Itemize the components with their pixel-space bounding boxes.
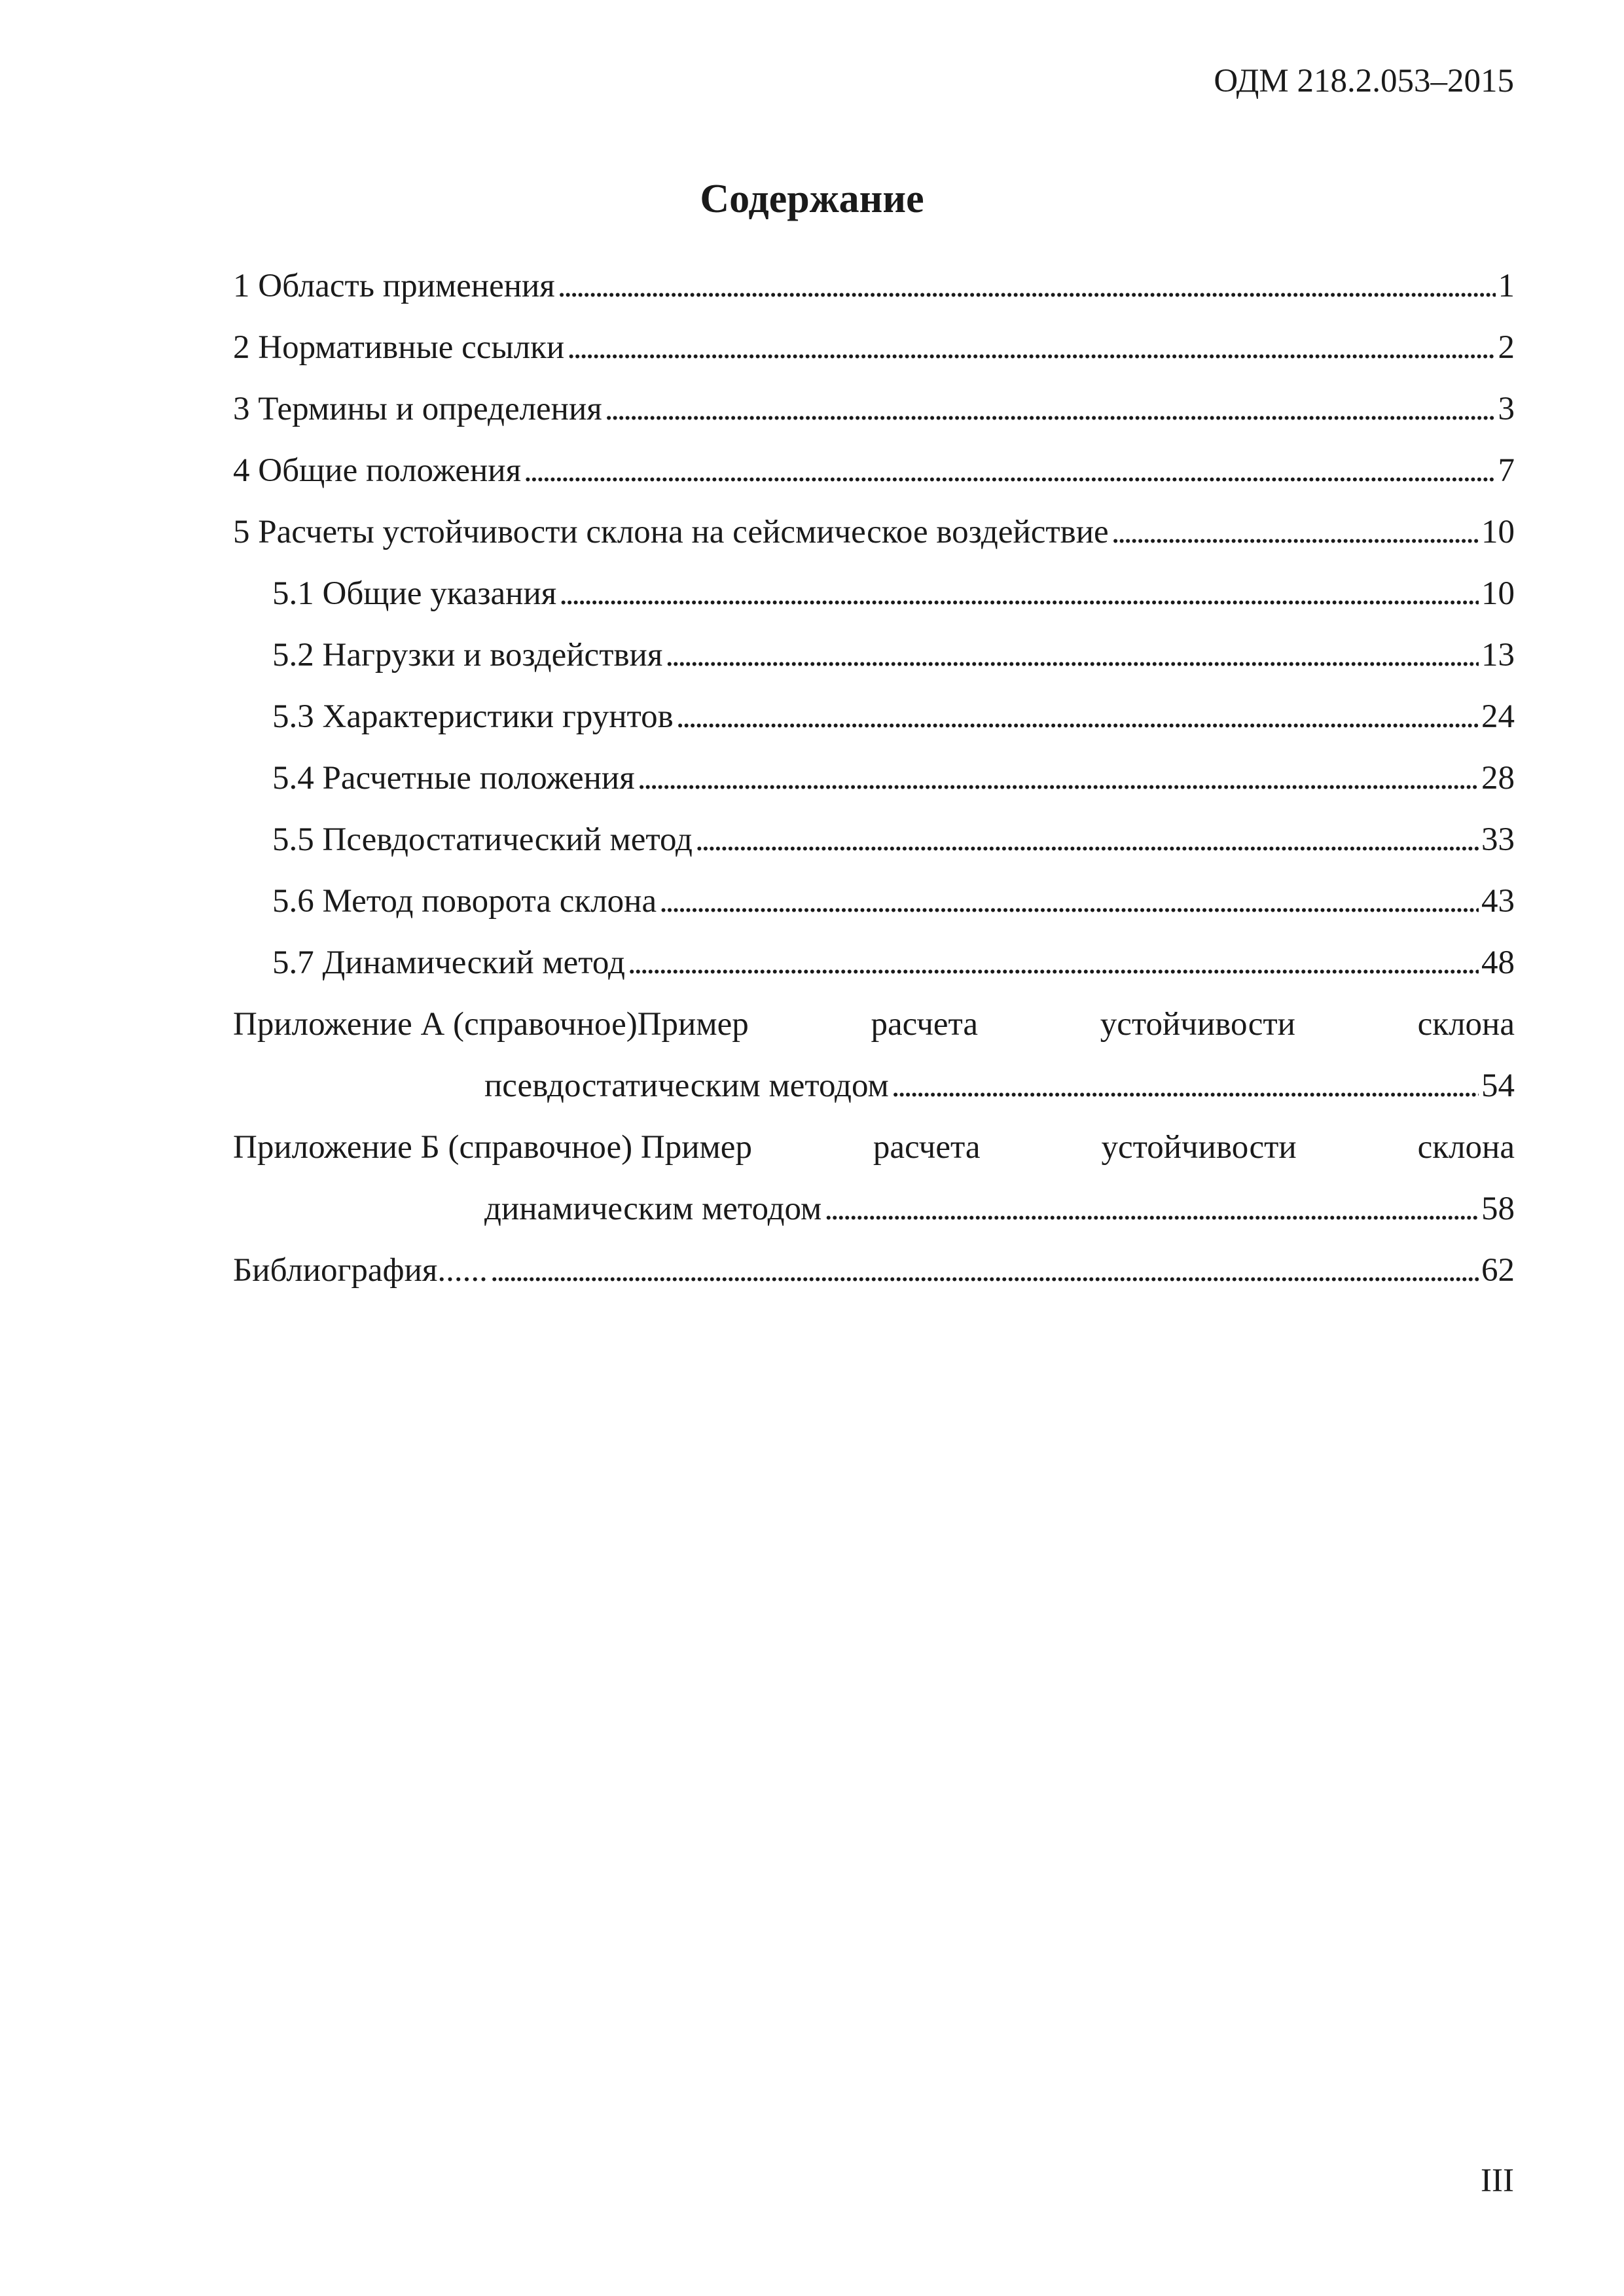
toc-leader-dots — [524, 440, 1495, 501]
toc-leader-dots — [676, 686, 1479, 747]
toc-leader-dots — [659, 870, 1479, 932]
toc-leader-dots — [559, 563, 1479, 624]
toc-appendix-a-continuation[interactable] — [233, 1055, 1515, 1117]
toc-entry-3[interactable] — [233, 378, 1515, 440]
toc-leader-dots — [1111, 501, 1479, 563]
document-code: ОДМ 218.2.053–2015 — [1214, 63, 1514, 99]
toc-entry-label: 4 Общие положения — [233, 452, 522, 489]
toc-appendix-b-word: склона — [1417, 1129, 1515, 1166]
toc-entry-2[interactable] — [233, 317, 1515, 378]
toc-entry-page: 10 — [1481, 514, 1515, 550]
toc-leader-dots — [558, 255, 1496, 317]
toc-entry-page: 62 — [1481, 1252, 1515, 1289]
toc-entry-page: 33 — [1481, 821, 1515, 858]
toc-appendix-b-word: устойчивости — [1101, 1129, 1297, 1166]
toc-appendix-a-word: устойчивости — [1100, 1006, 1295, 1043]
toc-leader-dots — [605, 378, 1496, 440]
toc-appendix-a-word: расчета — [871, 1006, 979, 1043]
toc-entry-page: 13 — [1481, 637, 1515, 673]
toc-entry-page: 7 — [1498, 452, 1515, 489]
toc-entry-5-7[interactable] — [233, 932, 1515, 994]
toc-entry-label: динамическим методом — [484, 1191, 822, 1227]
toc-entry-label: псевдостатическим методом — [484, 1067, 889, 1104]
page-number: III — [1481, 2162, 1514, 2199]
toc-entry-page: 43 — [1481, 883, 1515, 920]
toc-bibliography[interactable] — [233, 1240, 1515, 1301]
toc-entry-5[interactable] — [233, 501, 1515, 563]
table-of-contents — [233, 255, 1515, 1301]
toc-entry-5-3[interactable] — [233, 686, 1515, 747]
page-title: Содержание — [700, 177, 924, 221]
toc-leader-dots — [665, 624, 1479, 686]
toc-leader-dots — [892, 1055, 1479, 1117]
toc-appendix-a-word: склона — [1417, 1006, 1515, 1043]
toc-leader-dots — [567, 317, 1495, 378]
toc-leader-dots — [628, 932, 1479, 994]
toc-entry-page: 2 — [1498, 329, 1515, 366]
toc-entry-label: 1 Область применения — [233, 268, 555, 304]
toc-entry-label: 5.5 Псевдостатический метод — [272, 821, 693, 858]
toc-entry-label: 5.4 Расчетные положения — [272, 760, 635, 797]
toc-entry-label: 5.2 Нагрузки и воздействия — [272, 637, 663, 673]
toc-entry-label: Библиография...... — [233, 1252, 488, 1289]
toc-entry-page: 28 — [1481, 760, 1515, 797]
toc-entry-page: 10 — [1481, 575, 1515, 612]
toc-entry-label: 5.6 Метод поворота склона — [272, 883, 657, 920]
toc-entry-5-4[interactable] — [233, 747, 1515, 809]
toc-entry-page: 58 — [1481, 1191, 1515, 1227]
toc-entry-label: 5.3 Характеристики грунтов — [272, 698, 674, 735]
toc-appendix-b[interactable] — [233, 1117, 1515, 1178]
toc-entry-1[interactable] — [233, 255, 1515, 317]
toc-appendix-b-continuation[interactable] — [233, 1178, 1515, 1240]
toc-entry-4[interactable] — [233, 440, 1515, 501]
toc-leader-dots — [490, 1240, 1479, 1301]
toc-entry-5-1[interactable] — [233, 563, 1515, 624]
toc-appendix-a[interactable] — [233, 994, 1515, 1055]
toc-entry-page: 54 — [1481, 1067, 1515, 1104]
toc-entry-5-2[interactable] — [233, 624, 1515, 686]
toc-entry-page: 3 — [1498, 391, 1515, 427]
toc-appendix-b-word: Приложение Б (справочное) Пример — [233, 1129, 752, 1166]
toc-entry-label: 5.1 Общие указания — [272, 575, 557, 612]
toc-entry-label: 5 Расчеты устойчивости склона на сейсмическое воздействие — [233, 514, 1109, 550]
toc-appendix-b-word: расчета — [873, 1129, 981, 1166]
toc-entry-5-6[interactable] — [233, 870, 1515, 932]
toc-entry-label: 5.7 Динамический метод — [272, 944, 625, 981]
toc-leader-dots — [638, 747, 1479, 809]
toc-entry-label: 2 Нормативные ссылки — [233, 329, 565, 366]
toc-leader-dots — [824, 1178, 1479, 1240]
toc-entry-page: 24 — [1481, 698, 1515, 735]
toc-entry-page: 1 — [1498, 268, 1515, 304]
toc-leader-dots — [695, 809, 1479, 870]
toc-entry-label: 3 Термины и определения — [233, 391, 602, 427]
toc-entry-page: 48 — [1481, 944, 1515, 981]
toc-appendix-a-word: Приложение А (справочное)Пример — [233, 1006, 749, 1043]
toc-entry-5-5[interactable] — [233, 809, 1515, 870]
